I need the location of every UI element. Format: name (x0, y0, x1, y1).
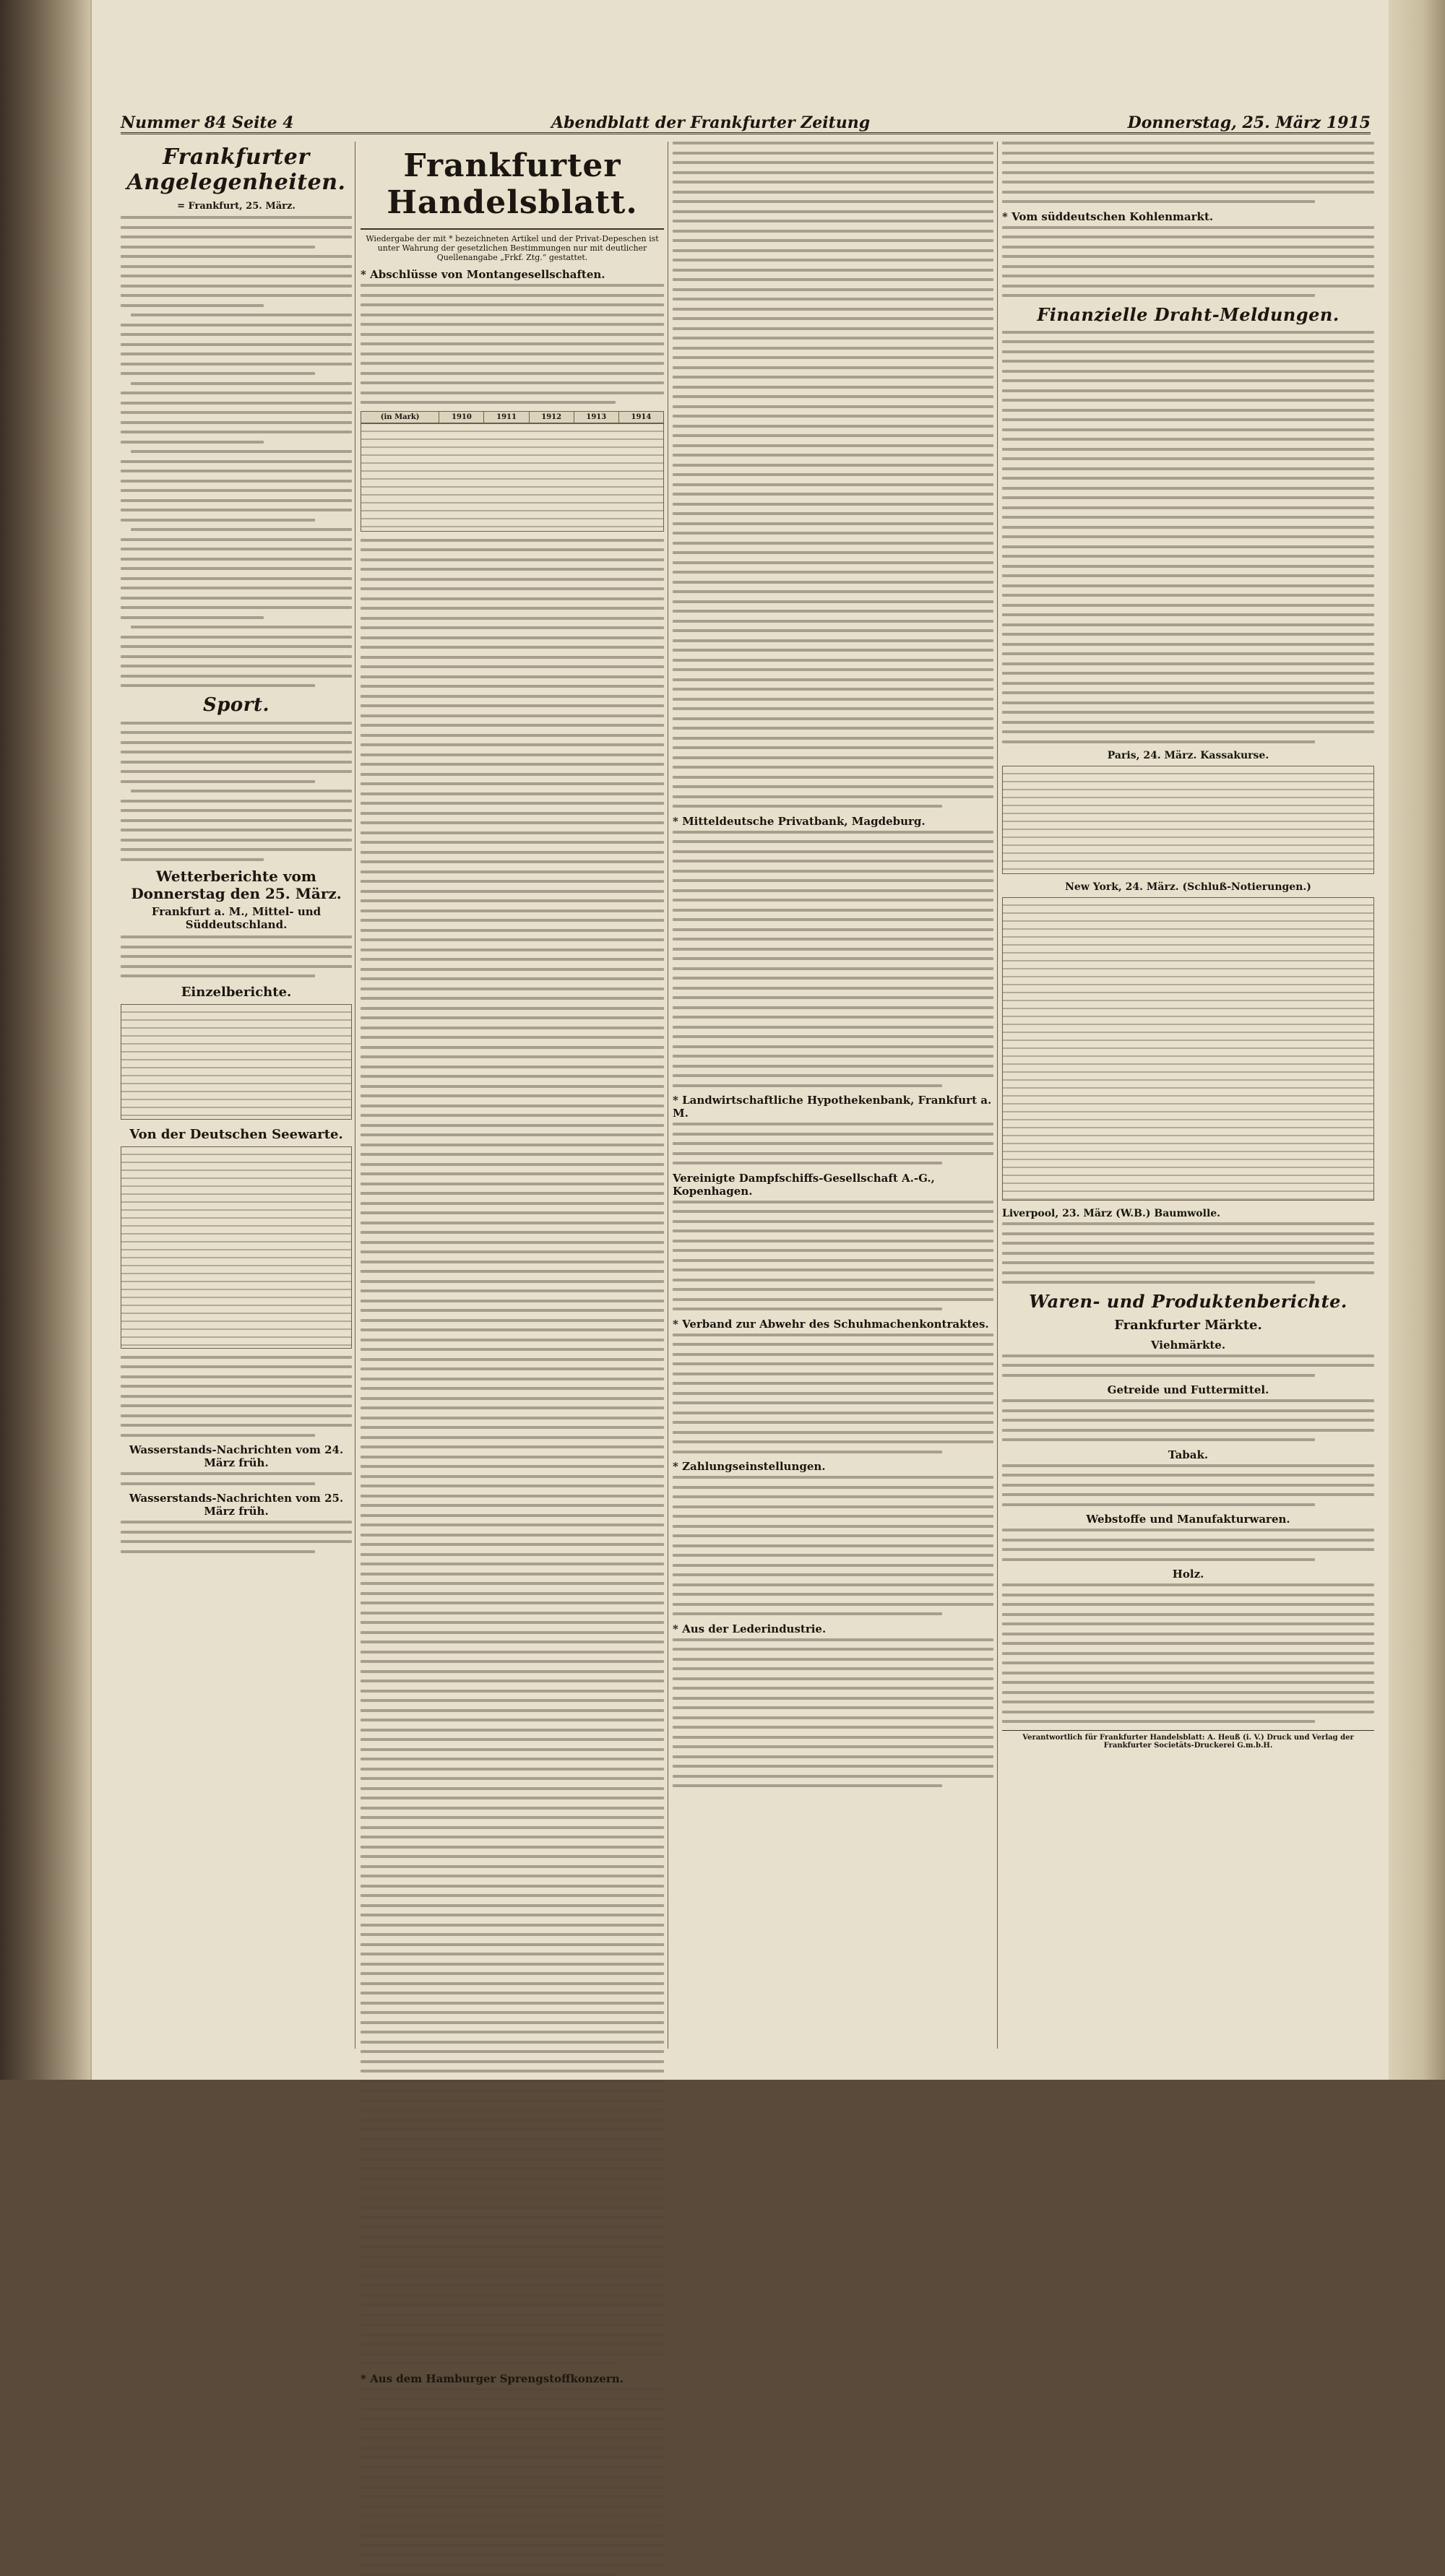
goods-heading: Waren- und Produktenberichte. (1002, 1291, 1374, 1312)
weather-text (121, 935, 352, 977)
new-york-market-heading: New York, 24. März. (Schluß-Notierungen.) (1002, 881, 1374, 893)
section-heading-local: Frankfurter Angelegenheiten. (121, 144, 352, 195)
article-text (673, 1201, 993, 1311)
weather-subheading: Frankfurt a. M., Mittel- und Süddeutschland. (121, 905, 352, 931)
article-heading: Vereinigte Dampfschiffs-Gesellschaft A.-G., Kopenhagen. (673, 1172, 993, 1198)
masthead-page-number: Nummer 84 Seite 4 (121, 113, 294, 132)
article-text (1002, 1464, 1374, 1506)
weather-heading: Wetterberichte vom Donnerstag den 25. März. (121, 868, 352, 902)
article-heading: * Verband zur Abwehr des Schuhmachenkontraktes. (673, 1318, 993, 1331)
article-heading: * Aus dem Hamburger Sprengstoffkonzern. (361, 2372, 664, 2385)
column-commerce-continued (673, 142, 993, 2049)
dateline: = Frankfurt, 25. März. (121, 201, 352, 212)
textiles-heading: Webstoffe und Manufakturwaren. (1002, 1513, 1374, 1526)
montan-table (361, 411, 664, 423)
table-header: 1913 (574, 411, 618, 423)
book-binding-left (0, 0, 90, 2080)
article-text (673, 142, 993, 808)
article-text (1002, 142, 1374, 203)
article-text (361, 2388, 664, 2576)
article-text (673, 1638, 993, 1788)
commerce-heading: Frankfurter Handelsblatt. (361, 142, 664, 230)
water-level-text-1 (121, 1472, 352, 1485)
article-text (1002, 1529, 1374, 1561)
montan-table-body (361, 423, 664, 532)
article-heading: * Aus der Lederindustrie. (673, 1622, 993, 1635)
table-header: 1914 (618, 411, 663, 423)
article-text (1002, 1354, 1374, 1377)
commerce-notice: Wiedergabe der mit * bezeichneten Artikel und der Privat-Depeschen ist unter Wahrung der gesetzlichen Bestimmungen nur mit deutlicher Quellenangabe „Frkf. Ztg.“ gestattet. (361, 234, 664, 262)
article-text (673, 1123, 993, 1164)
article-text (121, 216, 352, 687)
article-text (673, 1334, 993, 1453)
water-level-text-2 (121, 1521, 352, 1553)
article-text (673, 1476, 993, 1615)
column-local-news (121, 142, 352, 2049)
column-commerce (361, 142, 664, 2049)
single-reports-heading: Einzelberichte. (121, 985, 352, 1000)
paris-market-table (1002, 766, 1374, 874)
article-text (361, 284, 664, 404)
masthead-date: Donnerstag, 25. März 1915 (1128, 113, 1371, 132)
article-text (1002, 1222, 1374, 1284)
section-heading-sport: Sport. (121, 694, 352, 716)
book-binding-right (1389, 0, 1445, 2080)
paris-market-heading: Paris, 24. März. Kassakurse. (1002, 750, 1374, 761)
article-heading: * Vom süddeutschen Kohlenmarkt. (1002, 210, 1374, 223)
weather-summary (121, 1356, 352, 1437)
column-rule (997, 142, 998, 2049)
sport-text (121, 722, 352, 861)
weather-table (121, 1004, 352, 1120)
article-heading: * Landwirtschaftliche Hypothekenbank, Frankfurt a. M. (673, 1094, 993, 1120)
frankfurt-markets-heading: Frankfurter Märkte. (1002, 1318, 1374, 1333)
tobacco-heading: Tabak. (1002, 1448, 1374, 1461)
new-york-market-table (1002, 897, 1374, 1201)
article-heading: * Mitteldeutsche Privatbank, Magdeburg. (673, 815, 993, 828)
masthead-title: Abendblatt der Frankfurter Zeitung (551, 113, 870, 132)
table-header: 1912 (529, 411, 574, 423)
finance-heading: Finanzielle Draht-Meldungen. (1002, 304, 1374, 325)
seewarte-heading: Von der Deutschen Seewarte. (121, 1127, 352, 1142)
water-level-heading-1: Wasserstands-Nachrichten vom 24. März früh. (121, 1443, 352, 1469)
article-heading: * Zahlungseinstellungen. (673, 1460, 993, 1473)
article-text (1002, 331, 1374, 743)
article-text (361, 539, 664, 2366)
wood-heading: Holz. (1002, 1568, 1374, 1581)
seewarte-table (121, 1146, 352, 1349)
newspaper-page (90, 0, 1389, 2080)
column-markets (1002, 142, 1374, 2049)
article-text (1002, 1583, 1374, 1723)
masthead (121, 108, 1371, 134)
livestock-heading: Viehmärkte. (1002, 1339, 1374, 1352)
table-header: 1910 (439, 411, 484, 423)
imprint: Verantwortlich für Frankfurter Handelsblatt: A. Heuß (i. V.) Druck und Verlag der Frankfurter Societäts-Druckerei G.m.b.H. (1002, 1730, 1374, 1750)
article-heading: * Abschlüsse von Montangesellschaften. (361, 268, 664, 281)
liverpool-heading: Liverpool, 23. März (W.B.) Baumwolle. (1002, 1208, 1374, 1219)
table-header: 1911 (484, 411, 529, 423)
grain-heading: Getreide und Futtermittel. (1002, 1383, 1374, 1396)
article-text (1002, 226, 1374, 298)
article-text (673, 831, 993, 1087)
water-level-heading-2: Wasserstands-Nachrichten vom 25. März früh. (121, 1492, 352, 1518)
article-text (1002, 1399, 1374, 1441)
table-header: (in Mark) (361, 411, 439, 423)
